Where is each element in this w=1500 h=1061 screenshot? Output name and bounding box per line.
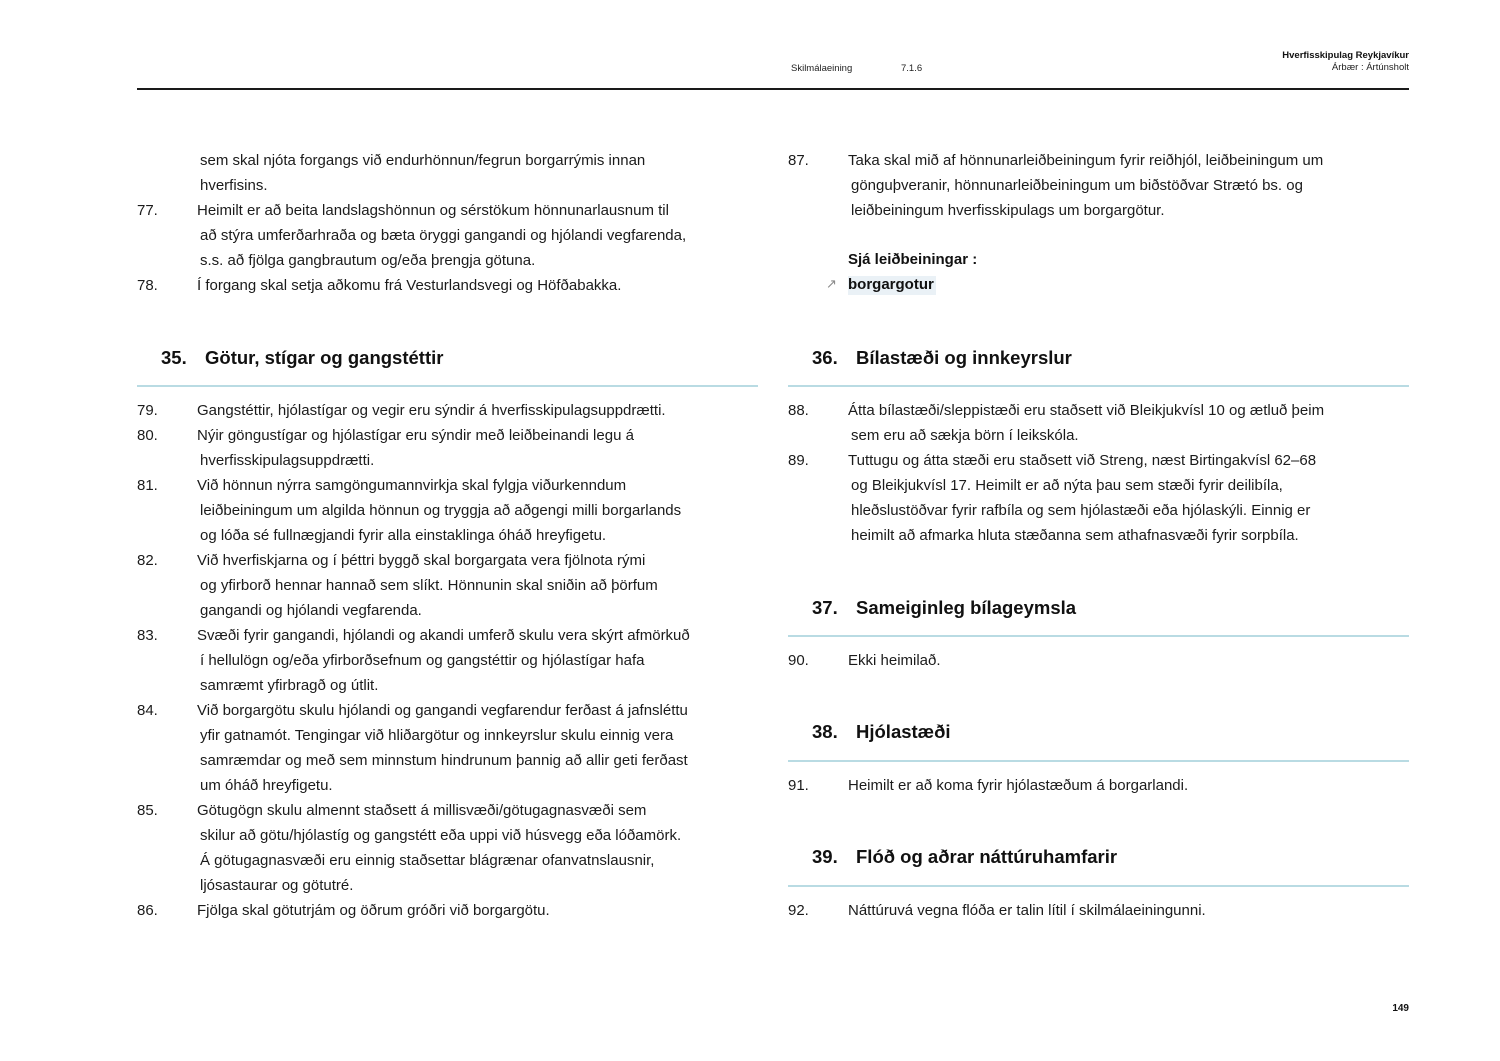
section-title: Flóð og aðrar náttúruhamfarir [856,846,1118,867]
text-line: Heimilt er að beita landslagshönnun og sérstökum hönnunarlausnum til [197,202,669,219]
text-line: sem skal njóta forgangs við endurhönnun/fegrun borgarrýmis innan [200,152,646,169]
item-number: 92. [788,902,809,919]
text-line: Gangstéttir, hjólastígar og vegir eru sýndir á hverfisskipulagsuppdrætti. [197,402,666,419]
section-title: Sameiginleg bílageymsla [856,597,1077,618]
text-line: Á götugagnasvæði eru einnig staðsettar blágrænar ofanvatnslausnir, [200,852,655,869]
page-number: 149 [1392,1003,1409,1014]
text-line: hverfisins. [200,177,268,194]
header-section-number: 7.1.6 [901,63,923,74]
text-line: að stýra umferðarhraða og bæta öryggi gangandi og hjólandi vegfarenda, [200,227,687,244]
section-divider [137,385,758,387]
text-line: leiðbeiningum hverfisskipulags um borgargötur. [851,202,1165,219]
text-line: samræmdar og með sem minnstum hindrunum þannig að allir geti ferðast [200,752,688,769]
header-document-info [1282,50,1409,74]
text-line: leiðbeiningum um algilda hönnun og tryggja að aðgengi milli borgarlands [200,502,682,519]
text-line: Í forgang skal setja aðkomu frá Vesturlandsvegi og Höfðabakka. [197,277,622,294]
section-divider [788,635,1409,637]
text-line: Heimilt er að koma fyrir hjólastæðum á borgarlandi. [848,777,1189,794]
section-title: Hjólastæði [856,721,951,742]
text-line: Tuttugu og átta stæði eru staðsett við Streng, næst Birtingakvísl 62–68 [848,452,1317,469]
section-title: Bílastæði og innkeyrslur [856,347,1072,368]
text-line: um óháð hreyfigetu. [200,777,333,794]
text-line: hverfisskipulagsuppdrætti. [200,452,375,469]
text-line: Átta bílastæði/sleppistæði eru staðsett við Bleikjukvísl 10 og ætluð þeim [848,402,1325,419]
text-line: Við borgargötu skulu hjólandi og gangandi vegfarendur ferðast á jafnsléttu [197,702,688,719]
section-divider [788,385,1409,387]
text-line: samræmt yfirbragð og útlit. [200,677,379,694]
text-line: Svæði fyrir gangandi, hjólandi og akandi umferð skulu vera skýrt afmörkuð [197,627,690,644]
section-divider [788,760,1409,762]
text-line: og yfirborð hennar hannað sem slíkt. Hönnunin skal sniðin að þörfum [200,577,658,594]
item-number: 77. [137,202,158,219]
text-line: yfir gatnamót. Tengingar við hliðargötur og innkeyrslur skulu einnig vera [200,727,674,744]
borgargotur-link[interactable]: borgargotur [848,276,934,293]
section-title: Götur, stígar og gangstéttir [205,347,444,368]
text-line: Við hverfiskjarna og í þéttri byggð skal borgargata vera fjölnota rými [197,552,646,569]
text-line: gönguþveranir, hönnunarleiðbeiningum um biðstöðvar Strætó bs. og [851,177,1303,194]
text-line: ljósastaurar og götutré. [200,877,354,894]
section-number: 37. [812,597,838,618]
text-line: Fjölga skal götutrjám og öðrum gróðri við borgargötu. [197,902,550,919]
text-line: skilur að götu/hjólastíg og gangstétt eða uppi við húsvegg eða lóðamörk. [200,827,682,844]
text-line: hleðslustöðvar fyrir rafbíla og sem hjólastæði eða hjólaskýli. Einnig er [851,502,1311,519]
section-number: 38. [812,721,838,742]
item-number: 82. [137,552,158,569]
section-number: 39. [812,846,838,867]
text-line: Götugögn skulu almennt staðsett á millisvæði/götugagnasvæði sem [197,802,647,819]
item-number: 84. [137,702,158,719]
text-line: Náttúruvá vegna flóða er talin lítil í skilmálaeiningunni. [848,902,1206,919]
external-link-arrow-icon: ↗ [826,276,837,291]
item-number: 83. [137,627,158,644]
item-number: 85. [137,802,158,819]
header-section-label: Skilmálaeining [791,63,853,74]
text-line: sem eru að sækja börn í leikskóla. [851,427,1079,444]
text-line: s.s. að fjölga gangbrautum og/eða þrengja götuna. [200,252,536,269]
item-number: 86. [137,902,158,919]
text-line: Við hönnun nýrra samgöngumannvirkja skal fylgja viðurkenndum [197,477,627,494]
item-number: 87. [788,152,809,169]
text-line: í hellulögn og/eða yfirborðsefnum og gangstéttir og hjólastígar hafa [200,652,645,669]
item-number: 78. [137,277,158,294]
text-line: gangandi og hjólandi vegfarenda. [200,602,422,619]
document-subtitle: Árbær : Ártúnsholt [1331,62,1409,73]
section-number: 35. [161,347,187,368]
section-divider [788,885,1409,887]
document-title: Hverfisskipulag Reykjavíkur [1282,50,1409,61]
item-number: 81. [137,477,158,494]
text-line: Ekki heimilað. [848,652,941,669]
text-line: og lóða sé fullnægjandi fyrir alla einstaklinga óháð hreyfigetu. [200,527,607,544]
item-number: 91. [788,777,809,794]
item-number: 88. [788,402,809,419]
section-number: 36. [812,347,838,368]
item-number: 90. [788,652,809,669]
item-number: 89. [788,452,809,469]
header-divider [137,88,1409,90]
item-number: 79. [137,402,158,419]
see-guidelines-label: Sjá leiðbeiningar : [848,251,978,268]
text-line: og Bleikjukvísl 17. Heimilt er að nýta þau sem stæði fyrir deilibíla, [851,477,1283,494]
text-line: heimilt að afmarka hluta stæðanna sem athafnasvæði fyrir sorpbíla. [851,527,1299,544]
page-header [137,0,1409,90]
text-line: Nýir göngustígar og hjólastígar eru sýndir með leiðbeinandi legu á [197,427,634,444]
text-line: Taka skal mið af hönnunarleiðbeiningum fyrir reiðhjól, leiðbeiningum um [848,152,1324,169]
item-number: 80. [137,427,158,444]
